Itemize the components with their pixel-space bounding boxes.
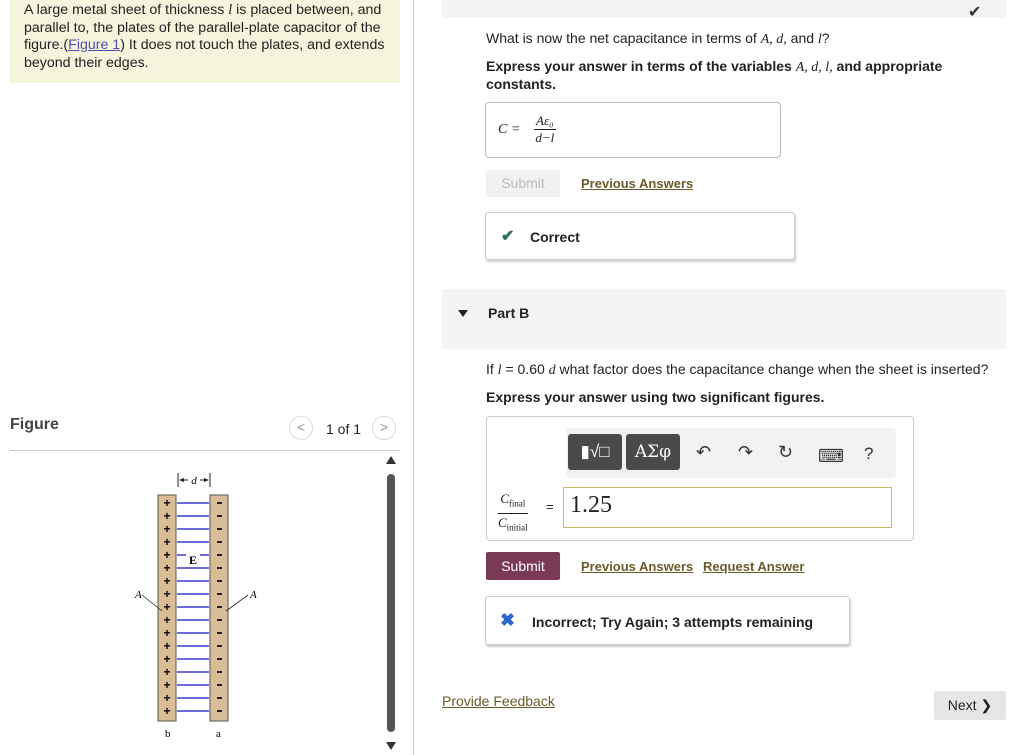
minus-charge	[217, 684, 222, 686]
plus-charge: +	[163, 587, 171, 601]
part-b-question-l: l	[497, 363, 502, 378]
next-button[interactable]	[934, 691, 1006, 720]
plus-charge: +	[163, 613, 171, 627]
figure-prev-button[interactable]: <	[289, 416, 313, 440]
part-b-answer-input[interactable]: 1.25	[563, 487, 892, 528]
part-a-answer-numerator: Aε₀	[536, 113, 554, 128]
part-a-question-vars: A, d,	[760, 32, 787, 47]
minus-charge	[217, 541, 222, 543]
plus-charge: +	[163, 665, 171, 679]
check-icon: ✔	[968, 4, 982, 21]
plus-charge: +	[163, 561, 171, 575]
problem-text-3: ) It does not touch the plates, and extends beyond their edges.	[24, 37, 385, 71]
part-b-ratio-label	[498, 490, 528, 536]
part-a-question	[486, 30, 830, 48]
equals-sign: =	[546, 499, 554, 514]
plus-charge: +	[163, 678, 171, 692]
minus-charge	[217, 580, 222, 582]
keyboard-icon[interactable]: ⌨	[818, 446, 844, 466]
part-a-question-and: and	[786, 30, 818, 46]
ratio-denominator	[498, 514, 528, 537]
part-a-instruction-text: Express your answer in terms of the variables	[486, 58, 796, 74]
part-b-submit-button[interactable]: Submit	[486, 552, 560, 580]
minus-charge	[217, 528, 222, 530]
part-a-instruction	[486, 58, 986, 93]
symbols-button[interactable]: ΑΣφ	[626, 434, 680, 470]
left-a-label: A	[135, 589, 142, 601]
part-a-answer-fraction	[534, 113, 556, 146]
figure-pager-text: 1 of 1	[326, 421, 362, 437]
correct-check-icon: ✔	[501, 228, 515, 245]
part-b-question-mid: = 0.60	[501, 361, 549, 377]
plus-charge: +	[163, 535, 171, 549]
chevron-right-icon: ❯	[980, 697, 993, 713]
d-label: d	[191, 475, 197, 487]
part-a-answer-lhs: C =	[498, 122, 521, 137]
part-a-question-l: l	[817, 32, 822, 47]
plus-charge: +	[163, 600, 171, 614]
problem-text-2: is placed between, and parallel to, the plates of the parallel-plate capacitor of the figure.(	[24, 2, 382, 53]
capacitor-diagram	[120, 465, 280, 745]
correct-text: Correct	[530, 229, 580, 245]
reset-icon[interactable]: ↻	[778, 442, 794, 462]
templates-button[interactable]: ▮√□	[568, 434, 622, 470]
field-e-label: E	[188, 553, 198, 567]
math-toolbar	[566, 428, 896, 478]
minus-charge	[217, 515, 222, 517]
plus-charge: +	[163, 548, 171, 562]
sub-final: final	[508, 498, 526, 509]
figure-label: Figure	[10, 416, 59, 433]
plus-charge: +	[163, 522, 171, 536]
panel-divider	[413, 0, 414, 755]
part-b-question-d: d	[548, 363, 556, 378]
plus-charge: +	[163, 652, 171, 666]
incorrect-text: Incorrect; Try Again; 3 attempts remaining	[532, 614, 814, 630]
minus-charge	[217, 697, 222, 699]
plus-charge: +	[163, 574, 171, 588]
part-a-instruction-vars: A, d, l,	[795, 60, 833, 75]
minus-charge	[217, 606, 222, 608]
part-a-instruction-post: and appropriate constants.	[486, 58, 943, 92]
c-initial: C	[498, 514, 507, 530]
figure-next-button[interactable]: >	[372, 416, 396, 440]
collapse-triangle-icon[interactable]	[458, 310, 468, 317]
part-a-question-end: ?	[821, 30, 830, 46]
help-icon[interactable]: ?	[864, 444, 874, 463]
minus-charge	[217, 671, 222, 673]
minus-charge	[217, 710, 222, 712]
incorrect-x-icon: ✖	[500, 610, 516, 630]
part-b-incorrect-feedback	[485, 596, 850, 645]
figure-divider	[10, 450, 400, 451]
minus-charge	[217, 554, 222, 556]
minus-charge	[217, 593, 222, 595]
next-label: Next	[947, 697, 977, 713]
plus-charge: +	[163, 496, 171, 510]
minus-charge	[217, 619, 222, 621]
part-a-previous-answers-link[interactable]: Previous Answers	[581, 176, 694, 191]
sub-initial: initial	[506, 522, 528, 533]
part-a-answer-denominator: d−l	[535, 130, 555, 145]
plus-charge: +	[163, 509, 171, 523]
part-a-correct-feedback	[485, 212, 795, 260]
scroll-up-arrow[interactable]	[386, 456, 396, 464]
plus-charge: +	[163, 626, 171, 640]
redo-icon[interactable]: ↷	[738, 442, 754, 462]
ratio-numerator	[498, 490, 528, 514]
c-final: C	[500, 491, 509, 506]
plus-charge: +	[163, 704, 171, 718]
part-a-submit-button[interactable]: Submit	[486, 170, 560, 197]
part-b-instruction: Express your answer using two significant figures.	[486, 389, 825, 405]
part-b-question-pre: If	[486, 361, 498, 377]
part-a-answer-box	[485, 102, 781, 158]
part-b-question-post: what factor does the capacitance change when the sheet is inserted?	[555, 361, 989, 377]
b-label: b	[165, 728, 171, 740]
scroll-down-arrow[interactable]	[386, 742, 396, 750]
part-b-previous-answers-link[interactable]: Previous Answers	[581, 559, 694, 574]
field-lines	[177, 503, 209, 711]
a-label: a	[216, 728, 221, 740]
provide-feedback-link[interactable]: Provide Feedback	[442, 693, 555, 709]
part-b-question	[486, 361, 988, 379]
problem-statement	[10, 0, 400, 83]
part-a-header-strip	[442, 0, 1006, 18]
right-a-label: A	[250, 589, 257, 601]
minus-charge	[217, 502, 222, 504]
part-a-question-text: What is now the net capacitance in terms of	[486, 30, 761, 46]
problem-text-1: A large metal sheet of thickness	[24, 2, 229, 18]
figure-scrollbar[interactable]	[387, 474, 395, 732]
part-b-request-answer-link[interactable]: Request Answer	[703, 559, 805, 574]
undo-icon[interactable]: ↶	[696, 442, 712, 462]
minus-charge	[217, 632, 222, 634]
variable-l: l	[228, 2, 233, 18]
minus-charge	[217, 658, 222, 660]
minus-charge	[217, 567, 222, 569]
part-b-label[interactable]: Part B	[488, 305, 530, 321]
minus-charge	[217, 645, 222, 647]
plus-charge: +	[163, 639, 171, 653]
plus-signs	[163, 496, 170, 718]
figure-link[interactable]: Figure 1	[68, 37, 121, 53]
plus-charge: +	[163, 691, 171, 705]
